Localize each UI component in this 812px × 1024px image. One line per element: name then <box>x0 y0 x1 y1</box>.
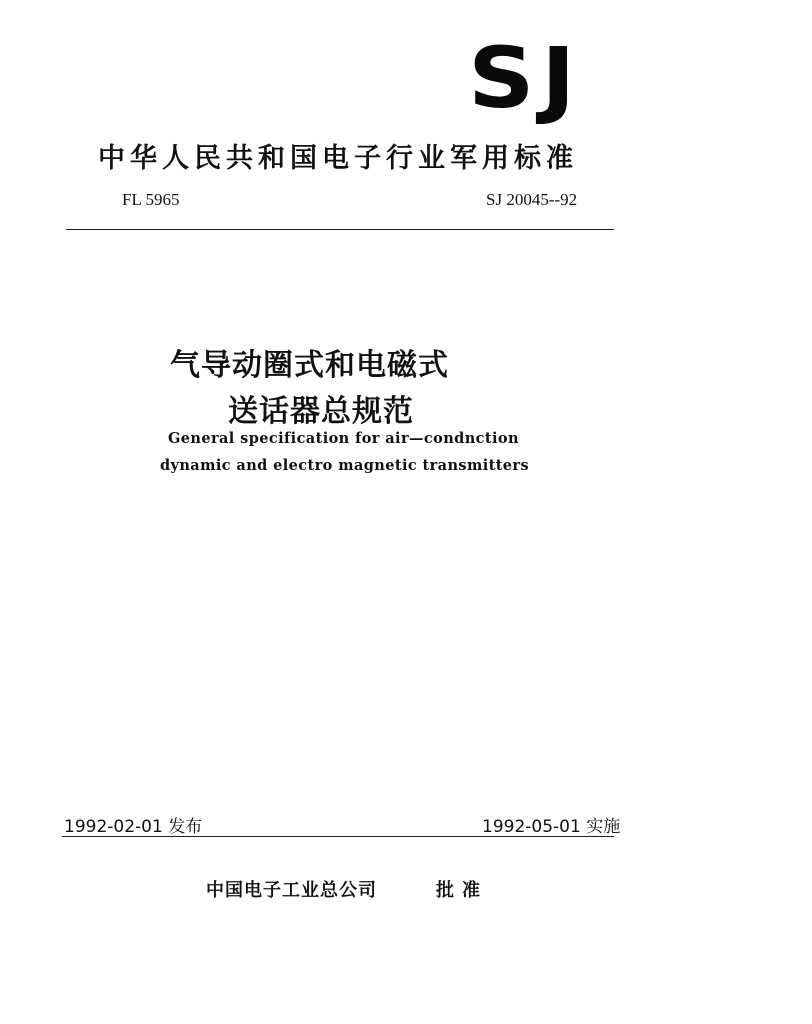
standard-number: SJ 20045--92 <box>486 190 578 209</box>
chinese-title-line1: 气导动圈式和电磁式 <box>170 348 449 383</box>
chinese-title-line2: 送话器总规范 <box>228 394 414 429</box>
issue-date: 1992-02-01 发布 <box>64 817 203 837</box>
implement-date: 1992-05-01 实施 <box>482 817 621 837</box>
top-divider <box>66 229 614 230</box>
english-title-line1: General specification for air—condnction <box>168 430 519 447</box>
approval-label: 批准 <box>436 880 488 901</box>
standard-title: 中华人民共和国电子行业军用标准 <box>98 143 578 174</box>
bottom-divider <box>62 836 614 837</box>
classification-code: FL 5965 <box>122 190 180 209</box>
approving-organization: 中国电子工业总公司 <box>206 880 377 901</box>
sj-logo: SJ <box>468 29 583 127</box>
english-title-line2: dynamic and electro magnetic transmitters <box>160 457 530 474</box>
